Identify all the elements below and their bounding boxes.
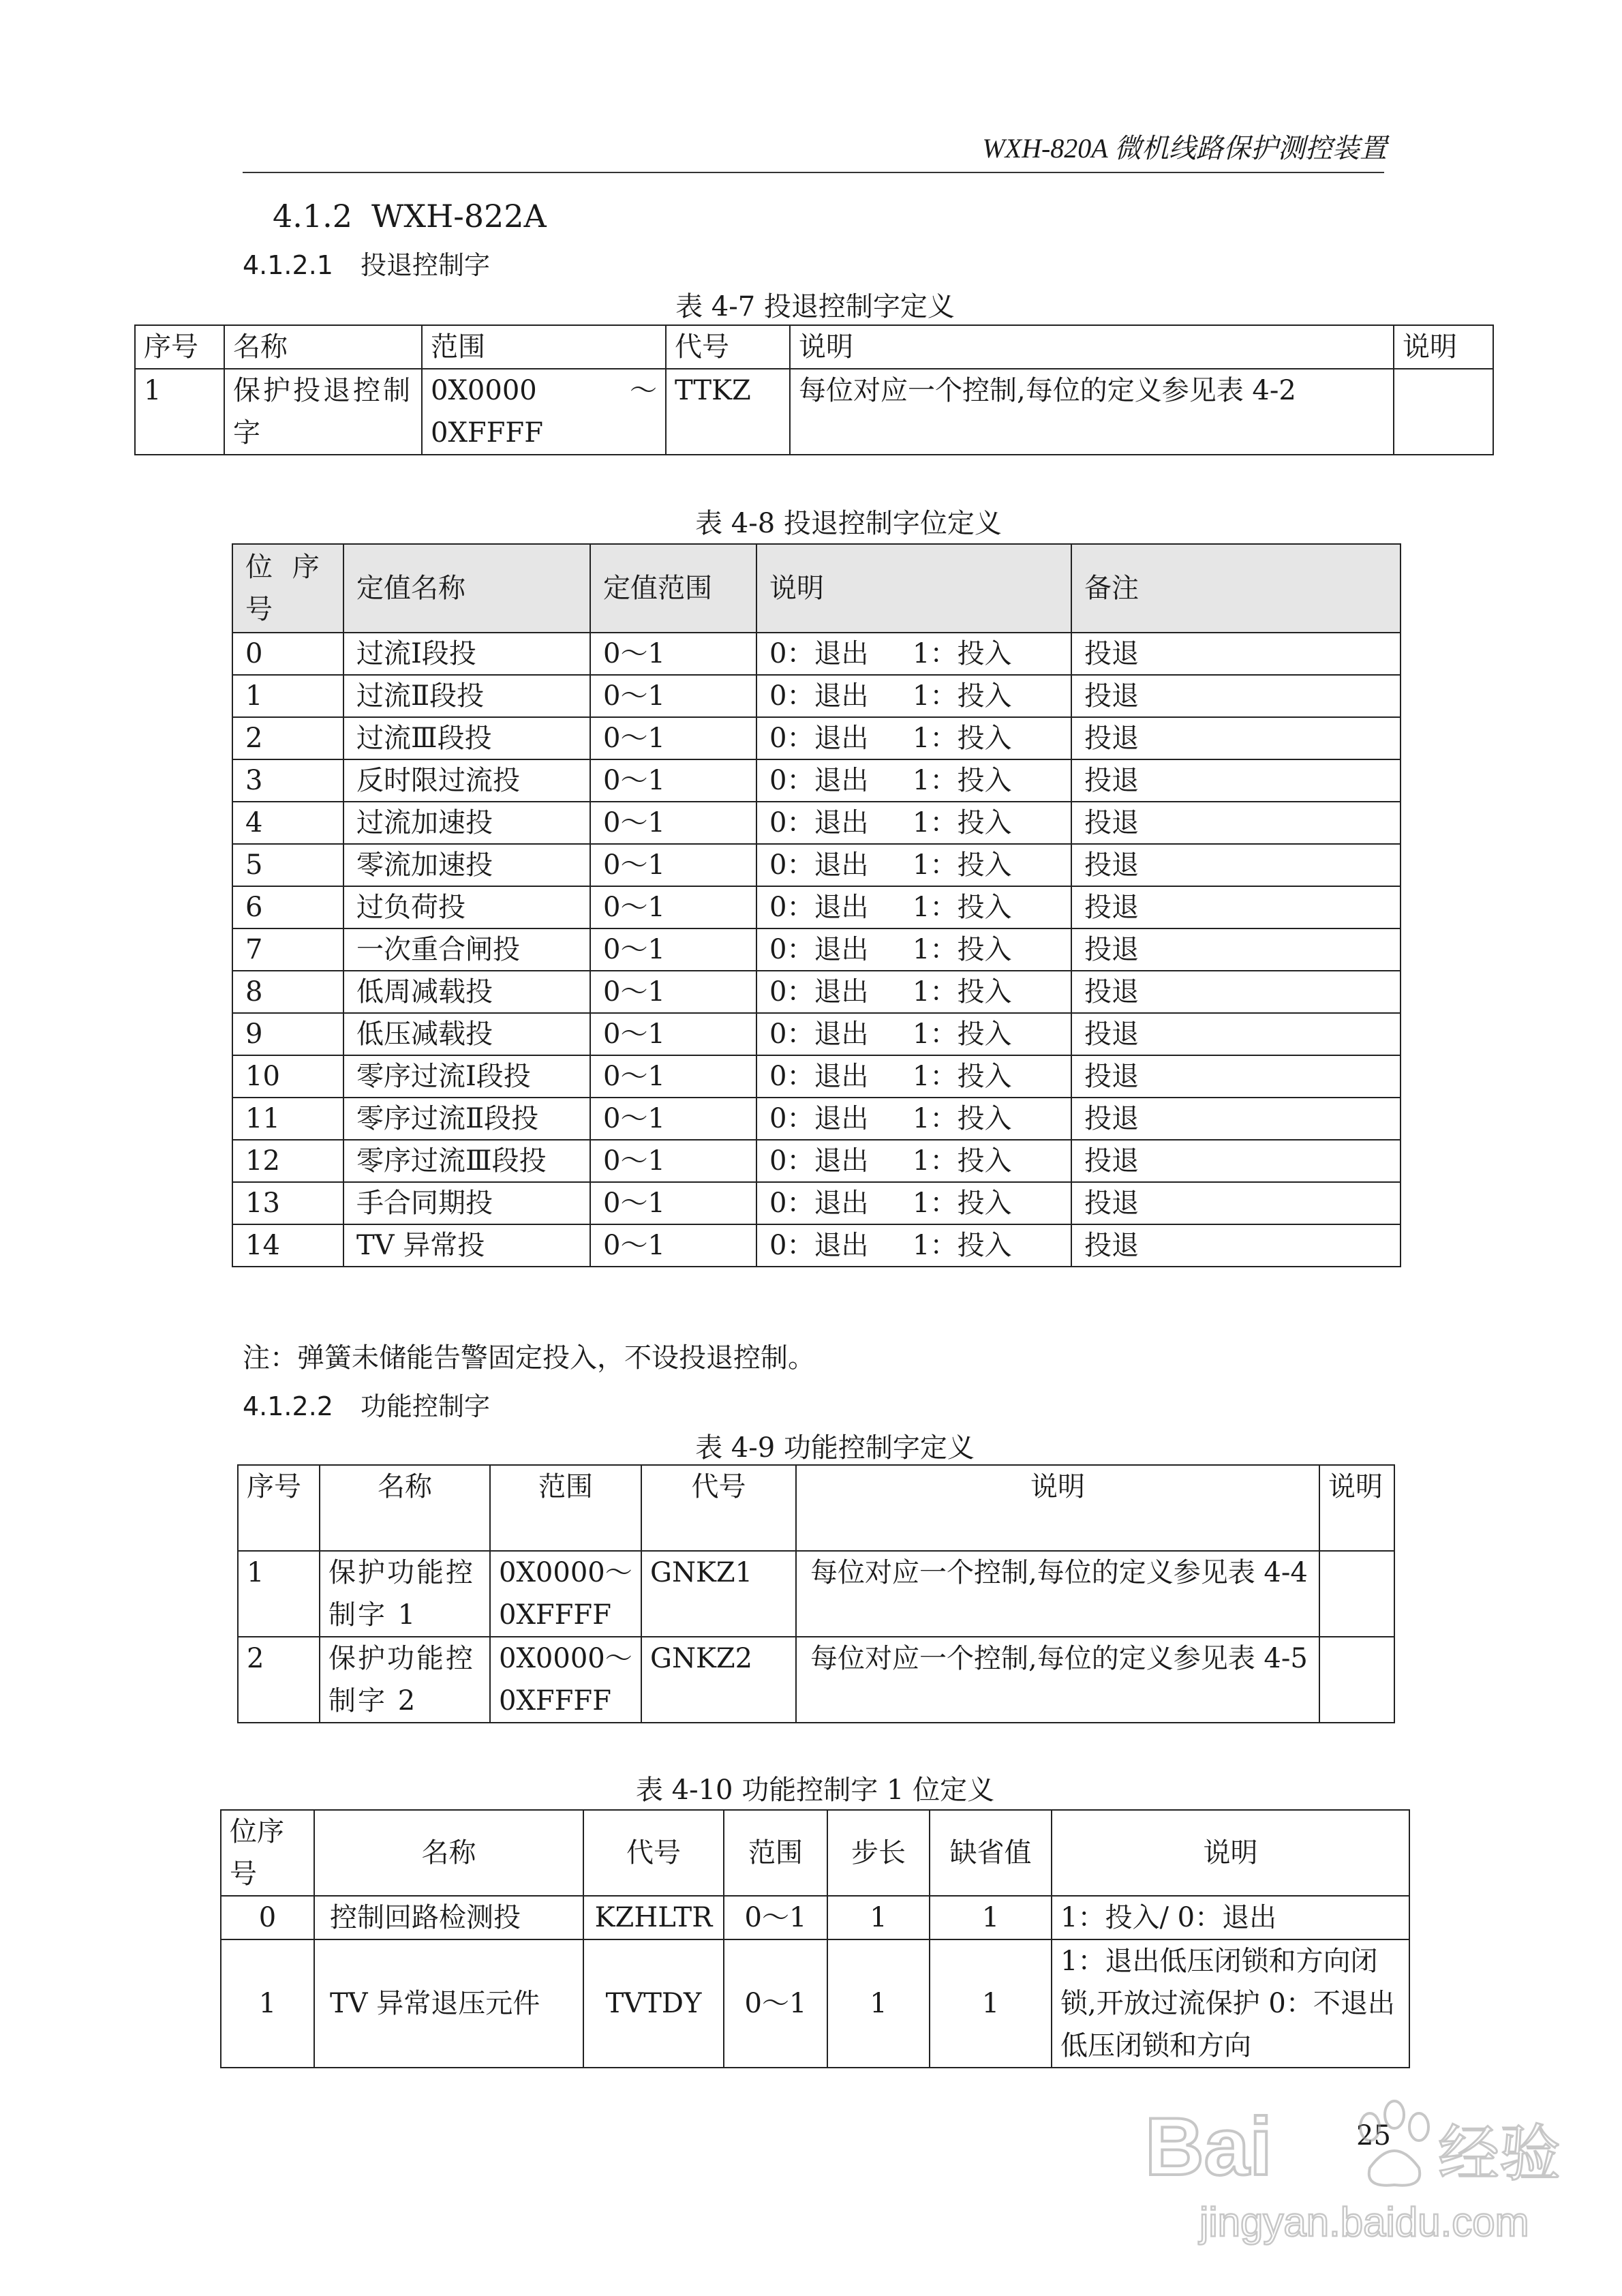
desc-on: 1：投入 <box>913 849 1012 881</box>
cell-note: 投退 <box>1071 1055 1401 1098</box>
desc-off: 0：退出 <box>769 1188 869 1219</box>
cell-default: 1 <box>930 1939 1052 2068</box>
cell-bit: 7 <box>232 928 343 971</box>
table-row <box>232 1013 1401 1055</box>
cell-remark <box>1319 1551 1394 1637</box>
cell-note: 投退 <box>1071 633 1401 675</box>
table-row <box>232 971 1401 1013</box>
cell-range: 0～1 <box>724 1896 827 1939</box>
header-cell: 名称 <box>314 1810 583 1896</box>
header-cell: 位序号 <box>221 1810 314 1896</box>
cell-desc <box>756 1013 1071 1055</box>
section-heading-4-1-2-2 <box>243 1385 490 1423</box>
paw-icon <box>1360 2101 1428 2186</box>
cell-no: 1 <box>135 369 224 455</box>
cell-note: 投退 <box>1071 759 1401 802</box>
desc-off: 0：退出 <box>769 892 869 923</box>
watermark-logo <box>1145 2079 1561 2256</box>
header-cell: 说明 <box>790 325 1394 369</box>
table-row <box>232 844 1401 886</box>
range-separator: ～ <box>630 375 657 406</box>
cell-code: KZHLTR <box>583 1896 724 1939</box>
cell-desc <box>756 1055 1071 1098</box>
cell-code: GNKZ2 <box>641 1637 796 1723</box>
cell-desc <box>756 844 1071 886</box>
cell-desc: 1：退出低压闭锁和方向闭锁,开放过流保护 0：不退出低压闭锁和方向 <box>1052 1939 1409 2068</box>
cell-bit: 4 <box>232 802 343 844</box>
cell-bit: 1 <box>232 675 343 717</box>
cell-name: 控制回路检测投 <box>314 1896 583 1939</box>
table-row <box>232 717 1401 759</box>
desc-off: 0：退出 <box>769 934 869 965</box>
cell-desc <box>756 928 1071 971</box>
range-from: 0X0000 <box>431 375 537 406</box>
cell-range: 0X0000～0XFFFF <box>490 1551 641 1637</box>
table-row <box>232 633 1401 675</box>
cell-bit: 9 <box>232 1013 343 1055</box>
cell-setting-name: 低压减载投 <box>343 1013 590 1055</box>
cell-note: 投退 <box>1071 1224 1401 1267</box>
cell-range: 0～1 <box>590 802 756 844</box>
header-cell: 序号 <box>135 325 224 369</box>
cell-note: 投退 <box>1071 971 1401 1013</box>
desc-on: 1：投入 <box>913 723 1012 754</box>
cell-desc: 1：投入/ 0：退出 <box>1052 1896 1409 1939</box>
cell-desc: 每位对应一个控制,每位的定义参见表 4-2 <box>790 369 1394 455</box>
header-cell: 说明 <box>1394 325 1493 369</box>
cell-desc <box>756 971 1071 1013</box>
desc-off: 0：退出 <box>769 1230 869 1261</box>
cell-desc <box>756 759 1071 802</box>
desc-on: 1：投入 <box>913 680 1012 712</box>
cell-note: 投退 <box>1071 928 1401 971</box>
cell-note: 投退 <box>1071 675 1401 717</box>
cell-name: TV 异常退压元件 <box>314 1939 583 2068</box>
desc-off: 0：退出 <box>769 1145 869 1177</box>
section-title: WXH-822A <box>371 198 547 235</box>
cell-setting-name: 过流加速投 <box>343 802 590 844</box>
cell-step: 1 <box>827 1939 930 2068</box>
cell-bit: 1 <box>221 1939 314 2068</box>
cell-desc: 每位对应一个控制,每位的定义参见表 4-5 <box>796 1637 1319 1723</box>
desc-on: 1：投入 <box>913 1018 1012 1050</box>
table-row <box>232 928 1401 971</box>
table-row <box>238 1637 1394 1723</box>
desc-off: 0：退出 <box>769 849 869 881</box>
cell-code: TVTDY <box>583 1939 724 2068</box>
desc-on: 1：投入 <box>913 807 1012 839</box>
cell-code: GNKZ1 <box>641 1551 796 1637</box>
table-row <box>232 1182 1401 1224</box>
cell-setting-name: 反时限过流投 <box>343 759 590 802</box>
table-row <box>232 759 1401 802</box>
cell-bit: 14 <box>232 1224 343 1267</box>
cell-range: 0～1 <box>590 633 756 675</box>
cell-bit: 8 <box>232 971 343 1013</box>
desc-on: 1：投入 <box>913 765 1012 796</box>
table-header-row <box>135 325 1493 369</box>
section-heading-4-1-2 <box>273 198 547 235</box>
cell-note: 投退 <box>1071 1013 1401 1055</box>
cell-desc <box>756 802 1071 844</box>
cell-bit: 12 <box>232 1140 343 1182</box>
range-to: 0XFFFF <box>431 417 543 449</box>
header-cell: 说明 <box>1052 1810 1409 1896</box>
cell-setting-name: 一次重合闸投 <box>343 928 590 971</box>
table-row <box>238 1551 1394 1637</box>
section-number: 4.1.2 <box>273 198 353 235</box>
cell-range: 0～1 <box>590 675 756 717</box>
header-cell: 代号 <box>666 325 790 369</box>
cell-desc <box>756 1098 1071 1140</box>
header-cell: 说明 <box>796 1465 1319 1551</box>
section-title: 功能控制字 <box>360 1391 490 1421</box>
cell-desc <box>756 1140 1071 1182</box>
cell-bit: 5 <box>232 844 343 886</box>
header-divider <box>243 172 1384 173</box>
cell-bit: 3 <box>232 759 343 802</box>
cell-range: 0～1 <box>590 1013 756 1055</box>
cell-remark <box>1319 1637 1394 1723</box>
cell-setting-name: 过流Ⅰ段投 <box>343 633 590 675</box>
cell-setting-name: 过负荷投 <box>343 886 590 928</box>
desc-off: 0：退出 <box>769 723 869 754</box>
table-4-8-caption: 表 4-8 投退控制字位定义 <box>695 508 1002 539</box>
table-row <box>232 1140 1401 1182</box>
cell-setting-name: TV 异常投 <box>343 1224 590 1267</box>
header-cell: 代号 <box>583 1810 724 1896</box>
section-number: 4.1.2.1 <box>243 250 333 280</box>
cell-bit: 2 <box>232 717 343 759</box>
table-row <box>232 675 1401 717</box>
cell-range: 0～1 <box>590 1224 756 1267</box>
cell-name: 保护功能控制字 1 <box>320 1551 490 1637</box>
cell-range: 0～1 <box>590 1055 756 1098</box>
desc-off: 0：退出 <box>769 1061 869 1092</box>
cell-desc <box>756 675 1071 717</box>
cell-range: 0X0000～0XFFFF <box>490 1637 641 1723</box>
page-number: 25 <box>1356 2120 1391 2151</box>
watermark-url: jingyan.baidu.com <box>1199 2199 1529 2245</box>
cell-note: 投退 <box>1071 717 1401 759</box>
table-header-row <box>238 1465 1394 1551</box>
cell-setting-name: 低周减载投 <box>343 971 590 1013</box>
baidu-jingyan-watermark <box>1145 2079 1561 2256</box>
section-title: 投退控制字 <box>360 250 490 280</box>
header-cell: 步长 <box>827 1810 930 1896</box>
desc-on: 1：投入 <box>913 1145 1012 1177</box>
table-4-7-caption: 表 4-7 投退控制字定义 <box>675 291 955 322</box>
header-cell: 定值名称 <box>343 544 590 633</box>
desc-on: 1：投入 <box>913 1230 1012 1261</box>
cell-note: 投退 <box>1071 1182 1401 1224</box>
desc-on: 1：投入 <box>913 1188 1012 1219</box>
desc-on: 1：投入 <box>913 934 1012 965</box>
table-header-row <box>232 544 1401 633</box>
cell-note: 投退 <box>1071 844 1401 886</box>
cell-range: 0～1 <box>590 1182 756 1224</box>
cell-desc: 每位对应一个控制,每位的定义参见表 4-4 <box>796 1551 1319 1637</box>
cell-range: 0～1 <box>724 1939 827 2068</box>
cell-desc <box>756 633 1071 675</box>
header-cell: 名称 <box>224 325 422 369</box>
cell-range: 0～1 <box>590 1140 756 1182</box>
cell-no: 1 <box>238 1551 320 1637</box>
section-number: 4.1.2.2 <box>243 1391 333 1421</box>
header-cell: 说明 <box>1319 1465 1394 1551</box>
cell-range: 0～1 <box>590 1098 756 1140</box>
cell-setting-name: 零序过流Ⅱ段投 <box>343 1098 590 1140</box>
table-4-7 <box>134 324 1494 455</box>
cell-desc <box>756 717 1071 759</box>
desc-off: 0：退出 <box>769 1018 869 1050</box>
header-cell: 代号 <box>641 1465 796 1551</box>
cell-setting-name: 零序过流Ⅲ段投 <box>343 1140 590 1182</box>
desc-off: 0：退出 <box>769 765 869 796</box>
table-4-10 <box>220 1809 1410 2068</box>
cell-desc <box>756 1224 1071 1267</box>
table-header-row <box>221 1810 1409 1896</box>
table-4-8 <box>232 543 1401 1267</box>
cell-bit: 13 <box>232 1182 343 1224</box>
table-row <box>221 1939 1409 2068</box>
cell-bit: 0 <box>232 633 343 675</box>
cell-range: 0～1 <box>590 928 756 971</box>
cell-note: 投退 <box>1071 886 1401 928</box>
desc-off: 0：退出 <box>769 807 869 839</box>
cell-setting-name: 零流加速投 <box>343 844 590 886</box>
header-cell: 范围 <box>724 1810 827 1896</box>
desc-on: 1：投入 <box>913 638 1012 669</box>
table-row <box>232 886 1401 928</box>
header-cell: 名称 <box>320 1465 490 1551</box>
cell-default: 1 <box>930 1896 1052 1939</box>
header-cell: 范围 <box>422 325 666 369</box>
cell-desc <box>756 886 1071 928</box>
cell-no: 2 <box>238 1637 320 1723</box>
cell-remark <box>1394 369 1493 455</box>
desc-on: 1：投入 <box>913 1061 1012 1092</box>
watermark-brand-a: Bai <box>1145 2101 1272 2192</box>
cell-range: 0～1 <box>590 886 756 928</box>
cell-note: 投退 <box>1071 1098 1401 1140</box>
cell-step: 1 <box>827 1896 930 1939</box>
cell-bit: 10 <box>232 1055 343 1098</box>
cell-name: 保护投退控制字 <box>224 369 422 455</box>
watermark-brand-b: 经验 <box>1438 2118 1561 2190</box>
header-cell: 备注 <box>1071 544 1401 633</box>
cell-desc <box>756 1182 1071 1224</box>
table-row <box>232 1098 1401 1140</box>
table-4-10-caption: 表 4-10 功能控制字 1 位定义 <box>635 1774 995 1806</box>
section-heading-4-1-2-1 <box>243 244 490 282</box>
cell-range: 0～1 <box>590 759 756 802</box>
cell-setting-name: 零序过流Ⅰ段投 <box>343 1055 590 1098</box>
header-cell: 说明 <box>756 544 1071 633</box>
table-4-9 <box>237 1464 1395 1723</box>
desc-on: 1：投入 <box>913 976 1012 1008</box>
header-cell: 序号 <box>238 1465 320 1551</box>
header-cell: 缺省值 <box>930 1810 1052 1896</box>
cell-bit: 11 <box>232 1098 343 1140</box>
cell-range: 0～1 <box>590 844 756 886</box>
desc-off: 0：退出 <box>769 1103 869 1134</box>
cell-setting-name: 手合同期投 <box>343 1182 590 1224</box>
table-row <box>232 802 1401 844</box>
table-row <box>135 369 1493 455</box>
cell-setting-name: 过流Ⅲ段投 <box>343 717 590 759</box>
desc-on: 1：投入 <box>913 1103 1012 1134</box>
running-header-title: WXH-820A 微机线路保护测控装置 <box>982 133 1387 164</box>
cell-setting-name: 过流Ⅱ段投 <box>343 675 590 717</box>
cell-name: 保护功能控制字 2 <box>320 1637 490 1723</box>
cell-note: 投退 <box>1071 802 1401 844</box>
table-row <box>221 1896 1409 1939</box>
cell-range: 0～1 <box>590 971 756 1013</box>
header-cell: 位 序号 <box>232 544 343 633</box>
header-cell: 范围 <box>490 1465 641 1551</box>
desc-on: 1：投入 <box>913 892 1012 923</box>
cell-bit: 0 <box>221 1896 314 1939</box>
cell-bit: 6 <box>232 886 343 928</box>
cell-code: TTKZ <box>666 369 790 455</box>
cell-note: 投退 <box>1071 1140 1401 1182</box>
desc-off: 0：退出 <box>769 638 869 669</box>
cell-range <box>422 369 666 455</box>
cell-range: 0～1 <box>590 717 756 759</box>
table-4-9-caption: 表 4-9 功能控制字定义 <box>695 1432 975 1464</box>
table-row <box>232 1224 1401 1267</box>
table-row <box>232 1055 1401 1098</box>
desc-off: 0：退出 <box>769 976 869 1008</box>
note-text: 注：弹簧未储能告警固定投入，不设投退控制。 <box>243 1342 815 1374</box>
desc-off: 0：退出 <box>769 680 869 712</box>
header-cell: 定值范围 <box>590 544 756 633</box>
